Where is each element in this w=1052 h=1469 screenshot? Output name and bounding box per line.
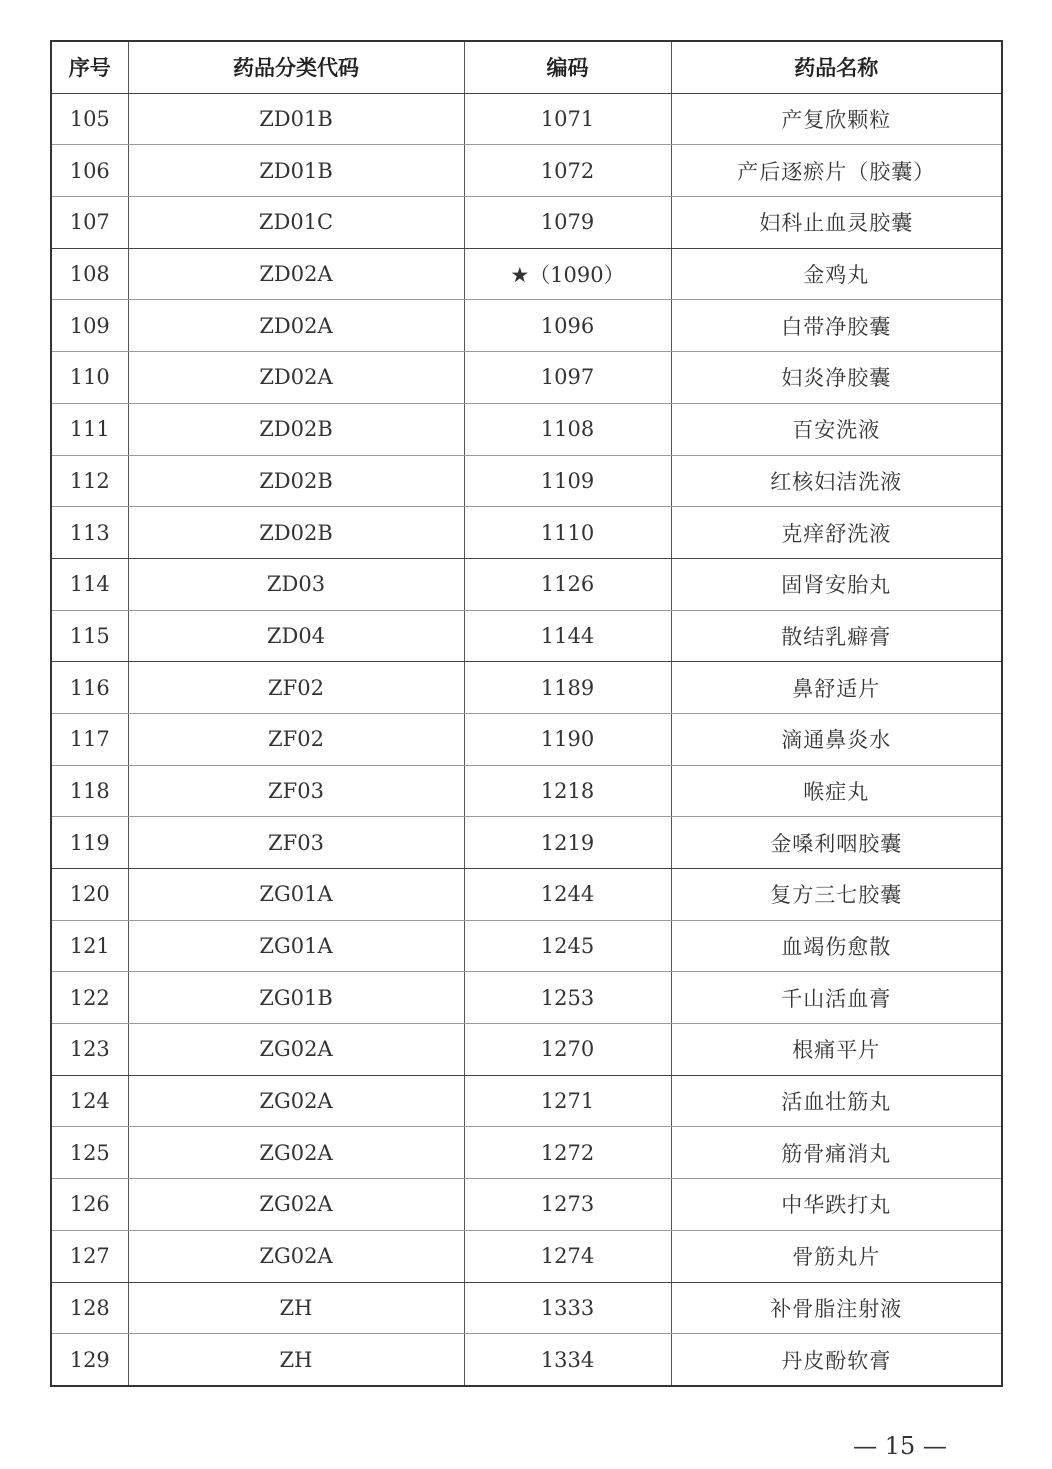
cell-code: 1108 xyxy=(464,403,671,455)
cell-code: 1270 xyxy=(464,1024,671,1076)
cell-code: 1190 xyxy=(464,713,671,765)
cell-serial-number: 125 xyxy=(51,1127,128,1179)
cell-serial-number: 129 xyxy=(51,1334,128,1386)
cell-category-code: ZD02B xyxy=(128,403,464,455)
cell-drug-name: 筋骨痛消丸 xyxy=(671,1127,1002,1179)
cell-drug-name: 补骨脂注射液 xyxy=(671,1282,1002,1334)
cell-code: 1071 xyxy=(464,93,671,145)
cell-drug-name: 活血壮筋丸 xyxy=(671,1075,1002,1127)
cell-serial-number: 105 xyxy=(51,93,128,145)
table-row xyxy=(51,869,1002,921)
cell-serial-number: 127 xyxy=(51,1230,128,1282)
cell-category-code: ZD01B xyxy=(128,93,464,145)
cell-category-code: ZG02A xyxy=(128,1179,464,1231)
cell-drug-name: 千山活血膏 xyxy=(671,972,1002,1024)
cell-code: 1218 xyxy=(464,765,671,817)
cell-serial-number: 109 xyxy=(51,300,128,352)
header-category-code: 药品分类代码 xyxy=(128,41,464,93)
table-header-row xyxy=(51,41,1002,93)
cell-category-code: ZD04 xyxy=(128,610,464,662)
cell-drug-name: 丹皮酚软膏 xyxy=(671,1334,1002,1386)
table-row xyxy=(51,352,1002,404)
table-row xyxy=(51,713,1002,765)
cell-category-code: ZG02A xyxy=(128,1075,464,1127)
cell-code: 1072 xyxy=(464,145,671,197)
table-row xyxy=(51,248,1002,300)
cell-code: 1144 xyxy=(464,610,671,662)
cell-drug-name: 散结乳癖膏 xyxy=(671,610,1002,662)
cell-code: 1097 xyxy=(464,352,671,404)
cell-category-code: ZF02 xyxy=(128,662,464,714)
cell-code: 1109 xyxy=(464,455,671,507)
cell-category-code: ZF03 xyxy=(128,765,464,817)
cell-drug-name: 鼻舒适片 xyxy=(671,662,1002,714)
cell-code: 1274 xyxy=(464,1230,671,1282)
table-row xyxy=(51,610,1002,662)
table-row xyxy=(51,1230,1002,1282)
cell-code: 1333 xyxy=(464,1282,671,1334)
cell-serial-number: 120 xyxy=(51,869,128,921)
cell-category-code: ZG01A xyxy=(128,920,464,972)
cell-category-code: ZG01A xyxy=(128,869,464,921)
cell-serial-number: 115 xyxy=(51,610,128,662)
cell-drug-name: 滴通鼻炎水 xyxy=(671,713,1002,765)
cell-drug-name: 妇炎净胶囊 xyxy=(671,352,1002,404)
table-row xyxy=(51,817,1002,869)
cell-drug-name: 妇科止血灵胶囊 xyxy=(671,197,1002,249)
table-row xyxy=(51,558,1002,610)
cell-serial-number: 110 xyxy=(51,352,128,404)
table-row xyxy=(51,197,1002,249)
table-row xyxy=(51,93,1002,145)
drug-list-table xyxy=(50,40,1003,1387)
cell-category-code: ZD02B xyxy=(128,455,464,507)
cell-category-code: ZD02A xyxy=(128,248,464,300)
cell-category-code: ZH xyxy=(128,1334,464,1386)
table-row xyxy=(51,1282,1002,1334)
table-row xyxy=(51,300,1002,352)
cell-serial-number: 106 xyxy=(51,145,128,197)
table-row xyxy=(51,662,1002,714)
cell-category-code: ZD02A xyxy=(128,300,464,352)
cell-code: 1245 xyxy=(464,920,671,972)
cell-drug-name: 根痛平片 xyxy=(671,1024,1002,1076)
cell-code: 1189 xyxy=(464,662,671,714)
cell-category-code: ZD02B xyxy=(128,507,464,559)
cell-code: 1126 xyxy=(464,558,671,610)
cell-code: 1096 xyxy=(464,300,671,352)
table-row xyxy=(51,972,1002,1024)
cell-category-code: ZF03 xyxy=(128,817,464,869)
cell-drug-name: 金嗓利咽胶囊 xyxy=(671,817,1002,869)
cell-code: 1334 xyxy=(464,1334,671,1386)
cell-serial-number: 121 xyxy=(51,920,128,972)
table-row xyxy=(51,1127,1002,1179)
cell-serial-number: 122 xyxy=(51,972,128,1024)
cell-code: 1272 xyxy=(464,1127,671,1179)
cell-code: 1253 xyxy=(464,972,671,1024)
cell-drug-name: 产后逐瘀片（胶囊） xyxy=(671,145,1002,197)
cell-serial-number: 107 xyxy=(51,197,128,249)
header-serial-number: 序号 xyxy=(51,41,128,93)
cell-category-code: ZG02A xyxy=(128,1127,464,1179)
cell-drug-name: 中华跌打丸 xyxy=(671,1179,1002,1231)
cell-drug-name: 白带净胶囊 xyxy=(671,300,1002,352)
cell-serial-number: 124 xyxy=(51,1075,128,1127)
cell-serial-number: 111 xyxy=(51,403,128,455)
table-row xyxy=(51,765,1002,817)
table-row xyxy=(51,1075,1002,1127)
cell-drug-name: 产复欣颗粒 xyxy=(671,93,1002,145)
cell-serial-number: 126 xyxy=(51,1179,128,1231)
cell-serial-number: 118 xyxy=(51,765,128,817)
cell-code: ★（1090） xyxy=(464,248,671,300)
cell-serial-number: 113 xyxy=(51,507,128,559)
cell-drug-name: 克痒舒洗液 xyxy=(671,507,1002,559)
cell-category-code: ZD01C xyxy=(128,197,464,249)
cell-drug-name: 百安洗液 xyxy=(671,403,1002,455)
header-drug-name: 药品名称 xyxy=(671,41,1002,93)
cell-drug-name: 金鸡丸 xyxy=(671,248,1002,300)
cell-serial-number: 128 xyxy=(51,1282,128,1334)
table-row xyxy=(51,1334,1002,1386)
table-row xyxy=(51,1179,1002,1231)
page-number: — 15 — xyxy=(853,1432,947,1460)
cell-category-code: ZH xyxy=(128,1282,464,1334)
cell-serial-number: 114 xyxy=(51,558,128,610)
cell-category-code: ZD01B xyxy=(128,145,464,197)
cell-code: 1079 xyxy=(464,197,671,249)
cell-code: 1273 xyxy=(464,1179,671,1231)
cell-drug-name: 复方三七胶囊 xyxy=(671,869,1002,921)
cell-drug-name: 固肾安胎丸 xyxy=(671,558,1002,610)
cell-serial-number: 108 xyxy=(51,248,128,300)
table-row xyxy=(51,1024,1002,1076)
cell-serial-number: 119 xyxy=(51,817,128,869)
table-row xyxy=(51,507,1002,559)
table-row xyxy=(51,403,1002,455)
cell-drug-name: 喉症丸 xyxy=(671,765,1002,817)
table-row xyxy=(51,145,1002,197)
cell-drug-name: 红核妇洁洗液 xyxy=(671,455,1002,507)
cell-serial-number: 112 xyxy=(51,455,128,507)
table-row xyxy=(51,455,1002,507)
cell-code: 1244 xyxy=(464,869,671,921)
header-code: 编码 xyxy=(464,41,671,93)
cell-category-code: ZG02A xyxy=(128,1230,464,1282)
cell-serial-number: 116 xyxy=(51,662,128,714)
cell-serial-number: 117 xyxy=(51,713,128,765)
cell-code: 1219 xyxy=(464,817,671,869)
cell-category-code: ZG01B xyxy=(128,972,464,1024)
cell-serial-number: 123 xyxy=(51,1024,128,1076)
table-body xyxy=(51,93,1002,1386)
cell-drug-name: 血竭伤愈散 xyxy=(671,920,1002,972)
cell-category-code: ZD02A xyxy=(128,352,464,404)
cell-category-code: ZG02A xyxy=(128,1024,464,1076)
cell-drug-name: 骨筋丸片 xyxy=(671,1230,1002,1282)
cell-code: 1110 xyxy=(464,507,671,559)
cell-code: 1271 xyxy=(464,1075,671,1127)
table-row xyxy=(51,920,1002,972)
cell-category-code: ZD03 xyxy=(128,558,464,610)
cell-category-code: ZF02 xyxy=(128,713,464,765)
